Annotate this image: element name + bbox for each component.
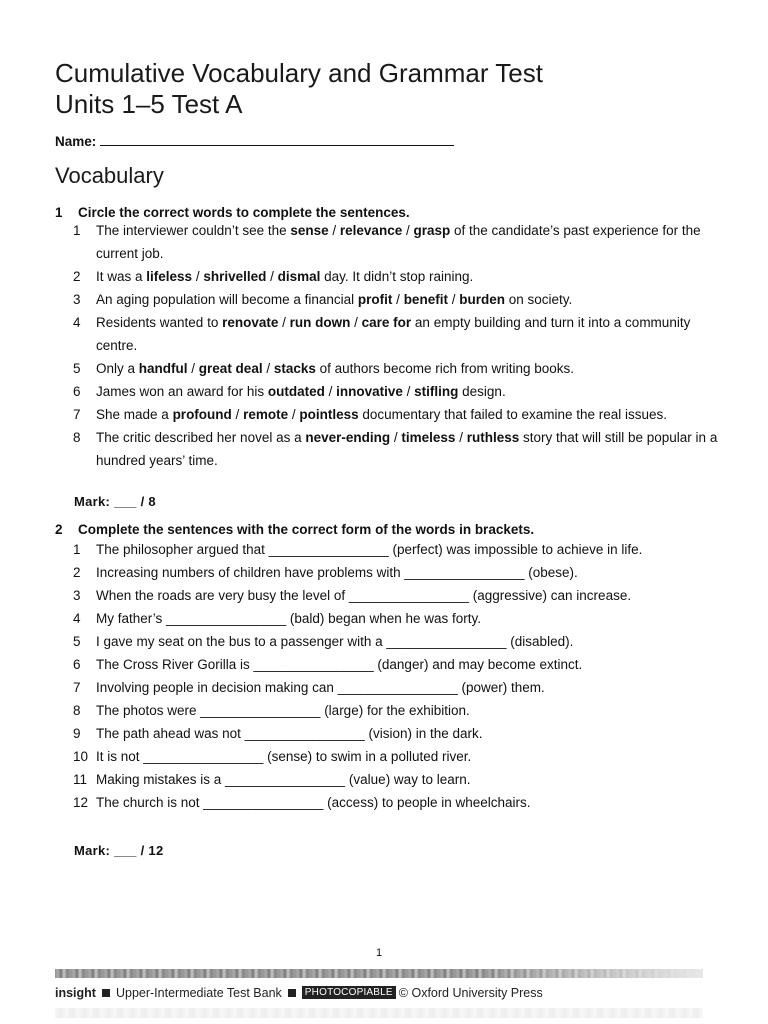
- item-text-segment: /: [262, 361, 274, 376]
- item-number: 6: [73, 384, 81, 399]
- answer-option[interactable]: never-ending: [305, 430, 391, 445]
- question-number: 2: [55, 522, 63, 537]
- item-text: I gave my seat on the bus to a passenger with a ________________ (disabled).: [96, 634, 574, 649]
- item-text: [96, 315, 690, 353]
- item-text: The philosopher argued that ________________ (perfect) was impossible to achieve in life.: [96, 542, 643, 557]
- q2-item: [73, 722, 723, 745]
- q2-item: [73, 561, 723, 584]
- item-text: [96, 361, 574, 376]
- answer-option[interactable]: burden: [459, 292, 505, 307]
- answer-option[interactable]: profound: [172, 407, 232, 422]
- q1-item: [73, 311, 723, 357]
- item-text: The church is not ________________ (access) to people in wheelchairs.: [96, 795, 531, 810]
- q2-item: [73, 768, 723, 791]
- q2-item: [73, 538, 723, 561]
- item-text: [96, 407, 667, 422]
- section-title: Vocabulary: [55, 163, 164, 188]
- item-text-segment: /: [187, 361, 199, 376]
- answer-option[interactable]: run down: [289, 315, 351, 330]
- item-text-segment: Only a: [96, 361, 139, 376]
- item-text: [96, 269, 473, 284]
- item-number: 3: [73, 292, 81, 307]
- page-number: 1: [375, 947, 383, 959]
- item-number: 12: [73, 795, 89, 810]
- q1-item: [73, 380, 723, 403]
- question-1-items: [73, 219, 723, 472]
- answer-option[interactable]: timeless: [401, 430, 456, 445]
- item-text-segment: /: [328, 223, 340, 238]
- footer-publisher: © Oxford University Press: [398, 986, 543, 1000]
- item-text-segment: documentary that failed to examine the real issues.: [358, 407, 668, 422]
- answer-option[interactable]: relevance: [339, 223, 403, 238]
- item-text-segment: design.: [458, 384, 506, 399]
- item-number: 7: [73, 680, 81, 695]
- item-text: When the roads are very busy the level of ________________ (aggressive) can increase.: [96, 588, 632, 603]
- answer-option[interactable]: profit: [357, 292, 393, 307]
- answer-option[interactable]: innovative: [336, 384, 403, 399]
- question-number: 1: [55, 205, 63, 220]
- question-1-mark: Mark: ___ / 8: [74, 494, 156, 509]
- item-number: 2: [73, 269, 81, 284]
- item-text-segment: /: [350, 315, 362, 330]
- item-number: 4: [73, 611, 81, 626]
- question-instruction: Circle the correct words to complete the sentences.: [78, 205, 410, 220]
- item-number: 9: [73, 726, 81, 741]
- title-line-2: Units 1–5 Test A: [55, 89, 243, 119]
- item-text: My father’s ________________ (bald) began when he was forty.: [96, 611, 482, 626]
- item-text-segment: /: [402, 223, 414, 238]
- answer-option[interactable]: stifling: [414, 384, 459, 399]
- item-text-segment: /: [390, 430, 402, 445]
- photocopiable-badge: PHOTOCOPIABLE: [302, 986, 396, 999]
- footer: [55, 986, 543, 1000]
- answer-option[interactable]: great deal: [198, 361, 263, 376]
- question-instruction: Complete the sentences with the correct form of the words in brackets.: [78, 522, 535, 537]
- item-text-segment: The critic described her novel as a: [96, 430, 306, 445]
- footer-fade: [483, 969, 703, 978]
- q2-item: [73, 745, 723, 768]
- item-number: 5: [73, 634, 81, 649]
- item-text-segment: an empty building and turn it into a community centre.: [96, 315, 691, 353]
- footer-series: Upper-Intermediate Test Bank: [115, 986, 282, 1000]
- item-text: The Cross River Gorilla is ________________ (danger) and may become extinct.: [96, 657, 583, 672]
- q2-item: [73, 699, 723, 722]
- question-1-heading: [55, 205, 410, 220]
- footer-decorative-band: [55, 969, 703, 978]
- item-number: 3: [73, 588, 81, 603]
- item-text-segment: /: [231, 407, 244, 422]
- item-text-segment: of authors become rich from writing books.: [315, 361, 574, 376]
- footer-brand: insight: [55, 986, 96, 1000]
- name-label: Name:: [55, 134, 97, 149]
- answer-option[interactable]: grasp: [413, 223, 451, 238]
- answer-option[interactable]: lifeless: [146, 269, 193, 284]
- square-bullet-icon: [288, 989, 296, 997]
- item-number: 5: [73, 361, 81, 376]
- item-text-segment: /: [288, 407, 300, 422]
- question-2-heading: [55, 522, 534, 537]
- item-text-segment: An aging population will become a financial: [96, 292, 358, 307]
- question-2-mark: Mark: ___ / 12: [74, 843, 164, 858]
- q1-item: [73, 357, 723, 380]
- item-text: The photos were ________________ (large) for the exhibition.: [96, 703, 470, 718]
- item-text-segment: /: [278, 315, 290, 330]
- answer-option[interactable]: outdated: [267, 384, 325, 399]
- answer-option[interactable]: remote: [243, 407, 289, 422]
- item-text-segment: The interviewer couldn’t see the: [96, 223, 291, 238]
- name-field-row: [55, 133, 454, 149]
- item-text: Increasing numbers of children have problems with ________________ (obese).: [96, 565, 578, 580]
- item-text-segment: /: [324, 384, 337, 399]
- item-number: 10: [73, 749, 89, 764]
- item-text-segment: Residents wanted to: [96, 315, 223, 330]
- item-number: 1: [73, 223, 81, 238]
- answer-option[interactable]: ruthless: [466, 430, 520, 445]
- item-number: 1: [73, 542, 81, 557]
- q2-item: [73, 630, 723, 653]
- answer-option[interactable]: dismal: [277, 269, 321, 284]
- item-number: 4: [73, 315, 81, 330]
- page-title: [55, 58, 543, 120]
- answer-option[interactable]: shrivelled: [203, 269, 267, 284]
- item-text-segment: It was a: [96, 269, 147, 284]
- item-text: [96, 292, 572, 307]
- answer-option[interactable]: stacks: [273, 361, 316, 376]
- item-text-segment: /: [402, 384, 415, 399]
- item-number: 8: [73, 430, 81, 445]
- q2-item: [73, 653, 723, 676]
- item-text: [96, 223, 701, 261]
- item-text-segment: /: [455, 430, 467, 445]
- item-text: [96, 430, 717, 468]
- item-text-segment: /: [447, 292, 460, 307]
- name-field[interactable]: [100, 133, 454, 146]
- q2-item: [73, 607, 723, 630]
- item-text: [96, 384, 506, 399]
- footer-shadow-band: [55, 1008, 703, 1018]
- item-number: 7: [73, 407, 81, 422]
- square-bullet-icon: [102, 989, 110, 997]
- item-text-segment: /: [192, 269, 204, 284]
- item-text-segment: She made a: [96, 407, 173, 422]
- item-text-segment: James won an award for his: [96, 384, 268, 399]
- answer-option[interactable]: renovate: [222, 315, 279, 330]
- answer-option[interactable]: sense: [290, 223, 329, 238]
- q2-item: [73, 676, 723, 699]
- item-text: Making mistakes is a ________________ (value) way to learn.: [96, 772, 471, 787]
- item-text-segment: of the candidate’s past experience for the current job.: [96, 223, 701, 261]
- item-number: 11: [73, 772, 88, 787]
- title-line-1: Cumulative Vocabulary and Grammar Test: [55, 58, 543, 88]
- q1-item: [73, 426, 723, 472]
- q1-item: [73, 219, 723, 265]
- item-text-segment: day. It didn’t stop raining.: [320, 269, 474, 284]
- item-text: Involving people in decision making can ________________ (power) them.: [96, 680, 545, 695]
- item-number: 2: [73, 565, 81, 580]
- answer-option[interactable]: handful: [138, 361, 188, 376]
- question-2-items: [73, 538, 723, 814]
- q1-item: [73, 265, 723, 288]
- answer-option[interactable]: care for: [361, 315, 412, 330]
- item-text-segment: /: [392, 292, 404, 307]
- answer-option[interactable]: benefit: [403, 292, 448, 307]
- q2-item: [73, 791, 723, 814]
- item-text: It is not ________________ (sense) to swim in a polluted river.: [96, 749, 472, 764]
- item-text-segment: /: [266, 269, 278, 284]
- q1-item: [73, 288, 723, 311]
- item-text-segment: on society.: [504, 292, 573, 307]
- item-text: The path ahead was not ________________ (vision) in the dark.: [96, 726, 483, 741]
- q2-item: [73, 584, 723, 607]
- item-number: 6: [73, 657, 81, 672]
- answer-option[interactable]: pointless: [299, 407, 359, 422]
- item-number: 8: [73, 703, 81, 718]
- q1-item: [73, 403, 723, 426]
- item-text-segment: story that will still be popular in a hundred years’ time.: [96, 430, 718, 468]
